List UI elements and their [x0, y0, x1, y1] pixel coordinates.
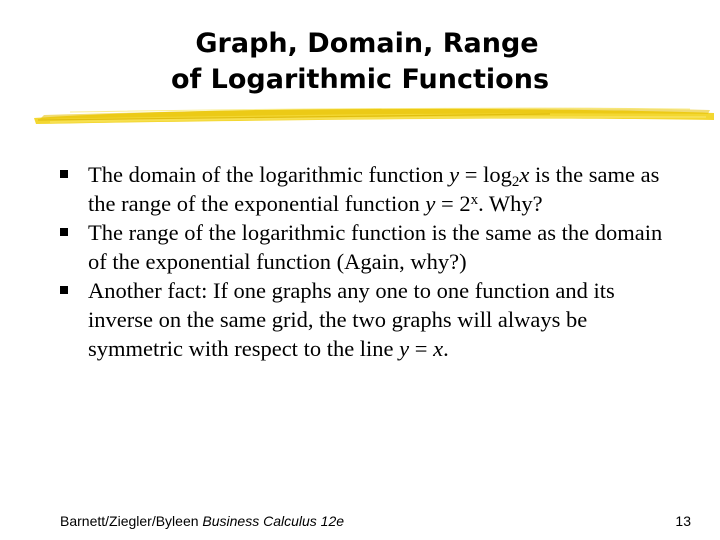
- bullet-item: The domain of the logarithmic function $y = \log_2x$ is the same as the range of the exponential function $y = 2^x$. Why?: [60, 160, 680, 218]
- square-bullet-icon: [60, 228, 68, 236]
- bullet-list: [60, 160, 680, 363]
- slide-title: [0, 26, 720, 98]
- page-number: 13: [675, 513, 691, 529]
- title-underline-stroke: [30, 98, 716, 132]
- bullet-item: The range of the logarithmic function is the same as the domain of the exponential function (Again, why?): [60, 218, 680, 276]
- footer-source: Barnett/Ziegler/Byleen Business Calculus 12e: [60, 513, 345, 529]
- slide-title-line-2: of Logarithmic Functions: [170, 64, 550, 95]
- square-bullet-icon: [60, 286, 68, 294]
- bullet-item: Another fact: If one graphs any one to one function and its inverse on the same grid, the two graphs will always be symmetric with respect to the line y = x.: [60, 276, 680, 363]
- square-bullet-icon: [60, 170, 68, 178]
- slide-title-line-1: Graph, Domain, Range: [195, 28, 539, 59]
